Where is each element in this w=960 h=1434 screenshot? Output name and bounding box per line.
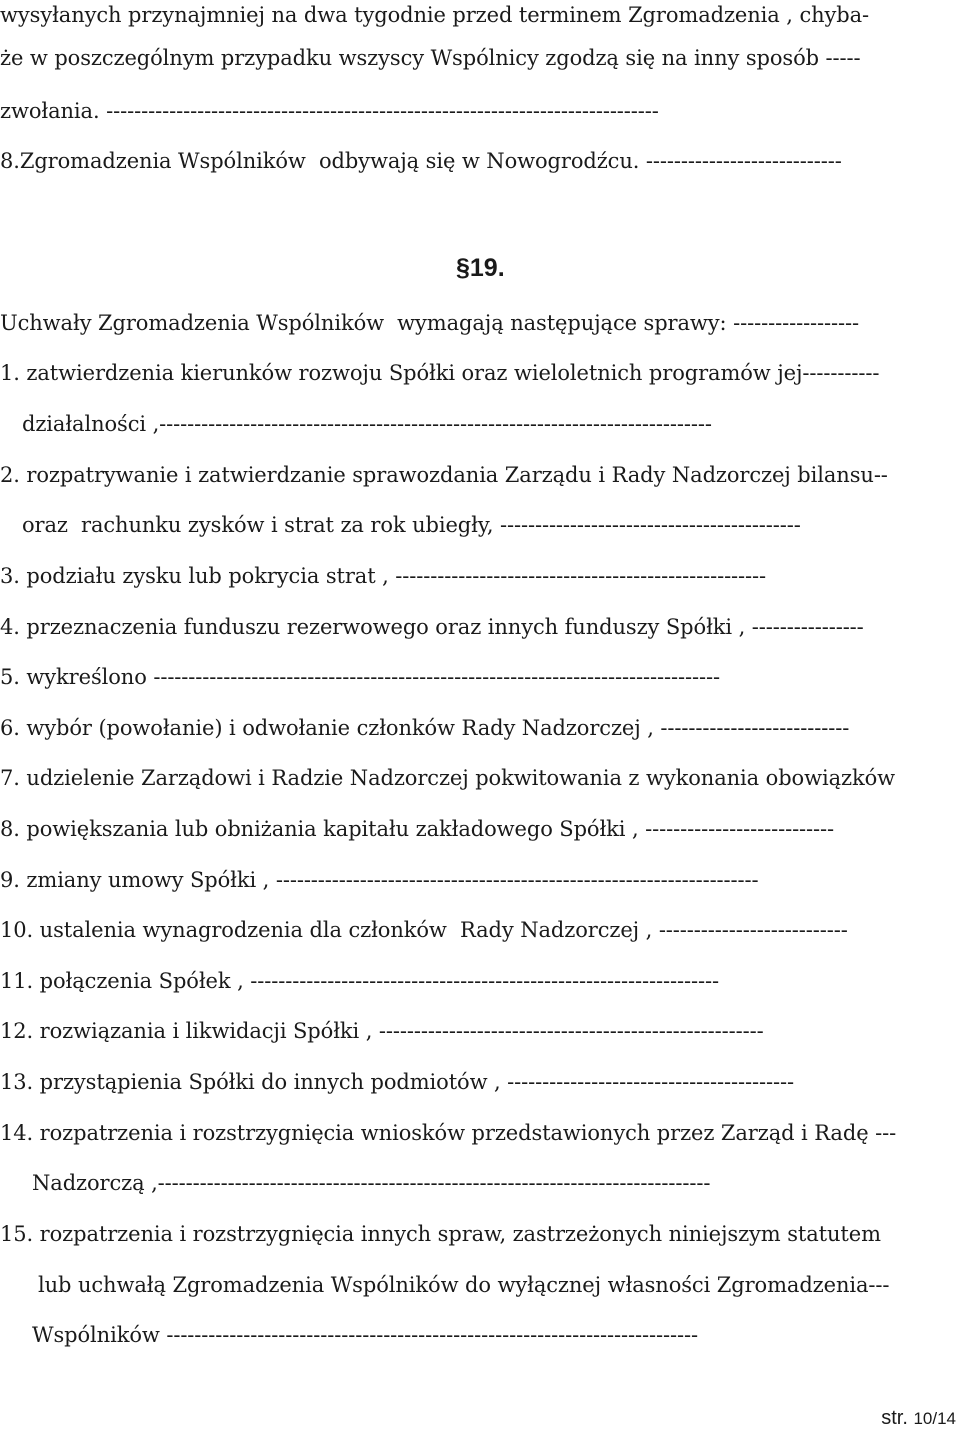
- list-item-9: 9. zmiany umowy Spółki , ---------------------------------------------------------------------: [0, 868, 759, 892]
- list-item-15: 15. rozpatrzenia i rozstrzygnięcia innych spraw, zastrzeżonych niniejszym statutem: [0, 1222, 881, 1246]
- list-item-10: 10. ustalenia wynagrodzenia dla członków Rady Nadzorczej , ---------------------------: [0, 918, 848, 942]
- list-item-3: 3. podziału zysku lub pokrycia strat , -----------------------------------------------------: [0, 564, 767, 588]
- list-item-1: 1. zatwierdzenia kierunków rozwoju Spółki oraz wieloletnich programów jej-----------: [0, 361, 880, 385]
- list-item-6: 6. wybór (powołanie) i odwołanie członków Rady Nadzorczej , ---------------------------: [0, 716, 850, 740]
- list-item-15-cont-1: lub uchwałą Zgromadzenia Wspólników do wyłącznej własności Zgromadzenia---: [38, 1273, 890, 1297]
- list-item-4: 4. przeznaczenia funduszu rezerwowego oraz innych funduszy Spółki , ----------------: [0, 615, 864, 639]
- section-number: 19.: [469, 254, 505, 282]
- lead-paragraph: Uchwały Zgromadzenia Wspólników wymagają następujące sprawy: ------------------: [0, 311, 860, 335]
- list-item-7: 7. udzielenie Zarządowi i Radzie Nadzorczej pokwitowania z wykonania obowiązków: [0, 766, 896, 790]
- page-number: 10/14: [913, 1409, 956, 1428]
- list-item-1-cont: działalności ,-------------------------------------------------------------------------------: [22, 412, 712, 436]
- intro-line-4: 8.Zgromadzenia Wspólników odbywają się w Nowogrodźcu. ----------------------------: [0, 149, 842, 173]
- intro-line-2: że w poszczególnym przypadku wszyscy Wspólnicy zgodzą się na inny sposób -----: [0, 46, 861, 70]
- list-item-12: 12. rozwiązania i likwidacji Spółki , -------------------------------------------------------: [0, 1019, 764, 1043]
- list-item-8: 8. powiększania lub obniżania kapitału zakładowego Spółki , ---------------------------: [0, 817, 835, 841]
- list-item-15-cont-2: Wspólników ----------------------------------------------------------------------------: [32, 1323, 698, 1347]
- list-item-13: 13. przystąpienia Spółki do innych podmiotów , -----------------------------------------: [0, 1070, 794, 1094]
- list-item-14-cont: Nadzorczą ,-------------------------------------------------------------------------------: [32, 1171, 711, 1195]
- list-item-2-cont: oraz rachunku zysków i strat za rok ubiegły, -------------------------------------------: [22, 513, 801, 537]
- section-heading: [456, 252, 505, 284]
- list-item-2: 2. rozpatrywanie i zatwierdzanie sprawozdania Zarządu i Rady Nadzorczej bilansu--: [0, 463, 888, 487]
- list-item-14: 14. rozpatrzenia i rozstrzygnięcia wniosków przedstawionych przez Zarząd i Radę ---: [0, 1121, 897, 1145]
- list-item-11: 11. połączenia Spółek , -------------------------------------------------------------------: [0, 969, 719, 993]
- page-footer: [881, 1405, 956, 1432]
- page-label: str.: [881, 1407, 908, 1429]
- list-item-5: 5. wykreślono ---------------------------------------------------------------------------------: [0, 665, 720, 689]
- section-symbol: §: [456, 254, 470, 282]
- intro-line-3: zwołania. -------------------------------------------------------------------------------: [0, 99, 659, 123]
- intro-line-1: wysyłanych przynajmniej na dwa tygodnie przed terminem Zgromadzenia , chyba-: [0, 3, 870, 27]
